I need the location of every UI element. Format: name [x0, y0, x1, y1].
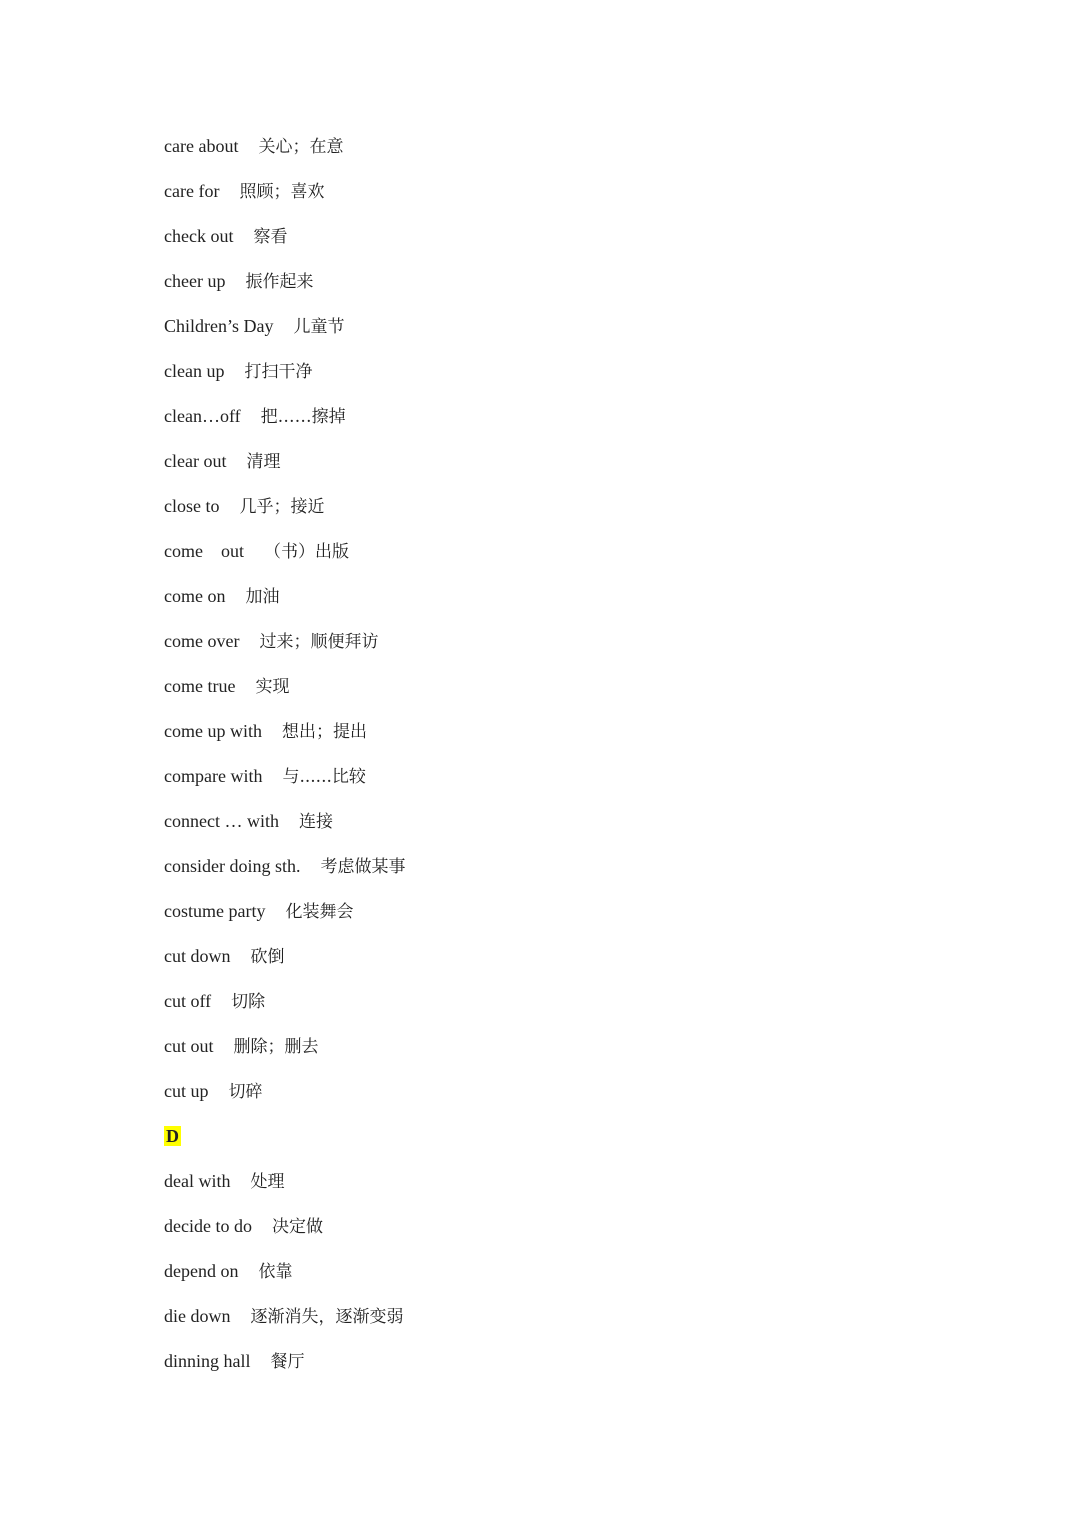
phrase-chinese: 化装舞会 [285, 902, 354, 922]
phrase-entry [164, 308, 1024, 353]
phrase-chinese: 实现 [255, 677, 290, 697]
phrase-english: clean…off [164, 406, 241, 426]
phrase-entry [164, 533, 1024, 578]
phrase-chinese: 照顾；喜欢 [239, 182, 325, 202]
phrase-chinese: 清理 [246, 452, 281, 472]
phrase-chinese: 考虑做某事 [320, 857, 406, 877]
phrase-chinese: 振作起来 [245, 272, 314, 292]
phrase-chinese: 砍倒 [250, 947, 285, 967]
phrase-chinese: 几乎；接近 [239, 497, 325, 517]
phrase-entry [164, 443, 1024, 488]
phrase-english: costume party [164, 901, 266, 921]
phrase-english: clear out [164, 451, 227, 471]
phrase-entry [164, 668, 1024, 713]
phrase-english: cut off [164, 991, 212, 1011]
phrase-english: connect … with [164, 811, 279, 831]
phrase-english: compare with [164, 766, 263, 786]
phrase-english: close to [164, 496, 220, 516]
phrase-english: depend on [164, 1261, 239, 1281]
phrase-entry [164, 578, 1024, 623]
phrase-english: check out [164, 226, 234, 246]
phrase-entry [164, 128, 1024, 173]
phrase-entry [164, 1073, 1024, 1118]
phrase-entry [164, 713, 1024, 758]
phrase-entry [164, 173, 1024, 218]
phrase-entry [164, 893, 1024, 938]
phrase-english: dinning hall [164, 1351, 251, 1371]
phrase-chinese: 察看 [253, 227, 288, 247]
phrase-chinese: 切碎 [228, 1082, 263, 1102]
phrase-english: die down [164, 1306, 231, 1326]
phrase-english: cheer up [164, 271, 226, 291]
phrase-entry [164, 623, 1024, 668]
section-heading-d [164, 1118, 1024, 1163]
phrase-entry [164, 353, 1024, 398]
phrase-chinese: 加油 [245, 587, 280, 607]
phrase-entry [164, 803, 1024, 848]
phrase-chinese: 切除 [231, 992, 266, 1012]
phrase-chinese: 儿童节 [293, 317, 345, 337]
phrase-entry [164, 1298, 1024, 1343]
phrase-list-page [164, 128, 1024, 1388]
phrase-chinese: 把……擦掉 [260, 407, 346, 427]
phrase-english: come out [164, 541, 244, 561]
phrase-english: decide to do [164, 1216, 252, 1236]
phrase-chinese: 与......比较 [282, 767, 366, 787]
phrase-chinese: 删除；删去 [233, 1037, 319, 1057]
phrase-english: care for [164, 181, 220, 201]
phrase-english: come up with [164, 721, 262, 741]
phrase-chinese: 处理 [250, 1172, 285, 1192]
phrase-english: cut down [164, 946, 231, 966]
phrase-entry [164, 758, 1024, 803]
phrase-english: come over [164, 631, 240, 651]
phrase-english: come on [164, 586, 226, 606]
phrase-english: deal with [164, 1171, 231, 1191]
phrase-english: come true [164, 676, 236, 696]
phrase-entry [164, 848, 1024, 893]
phrase-chinese: 连接 [298, 812, 333, 832]
phrase-entry [164, 398, 1024, 443]
phrase-chinese: 关心；在意 [258, 137, 344, 157]
phrase-english: consider doing sth. [164, 856, 301, 876]
phrase-entry [164, 1163, 1024, 1208]
phrase-chinese: 过来；顺便拜访 [259, 632, 379, 652]
phrase-chinese: 打扫干净 [244, 362, 313, 382]
phrase-chinese: 想出；提出 [281, 722, 367, 742]
phrase-entry [164, 263, 1024, 308]
phrase-entry [164, 488, 1024, 533]
section-d-list [164, 1163, 1024, 1388]
phrase-chinese: 逐渐消失，逐渐变弱 [250, 1307, 404, 1327]
phrase-entry [164, 983, 1024, 1028]
phrase-chinese: 决定做 [271, 1217, 323, 1237]
phrase-entry [164, 218, 1024, 263]
phrase-english: care about [164, 136, 239, 156]
phrase-chinese: 依靠 [258, 1262, 293, 1282]
phrase-english: cut up [164, 1081, 209, 1101]
phrase-english: Children’s Day [164, 316, 274, 336]
phrase-entry [164, 1208, 1024, 1253]
phrase-chinese: 餐厅 [270, 1352, 305, 1372]
phrase-chinese: （书）出版 [263, 542, 349, 562]
phrase-entry [164, 1343, 1024, 1388]
phrase-entry [164, 938, 1024, 983]
phrase-entry [164, 1253, 1024, 1298]
phrase-entry [164, 1028, 1024, 1073]
section-c-list [164, 128, 1024, 1118]
phrase-english: clean up [164, 361, 225, 381]
phrase-english: cut out [164, 1036, 214, 1056]
section-letter-highlight: D [166, 1126, 179, 1146]
